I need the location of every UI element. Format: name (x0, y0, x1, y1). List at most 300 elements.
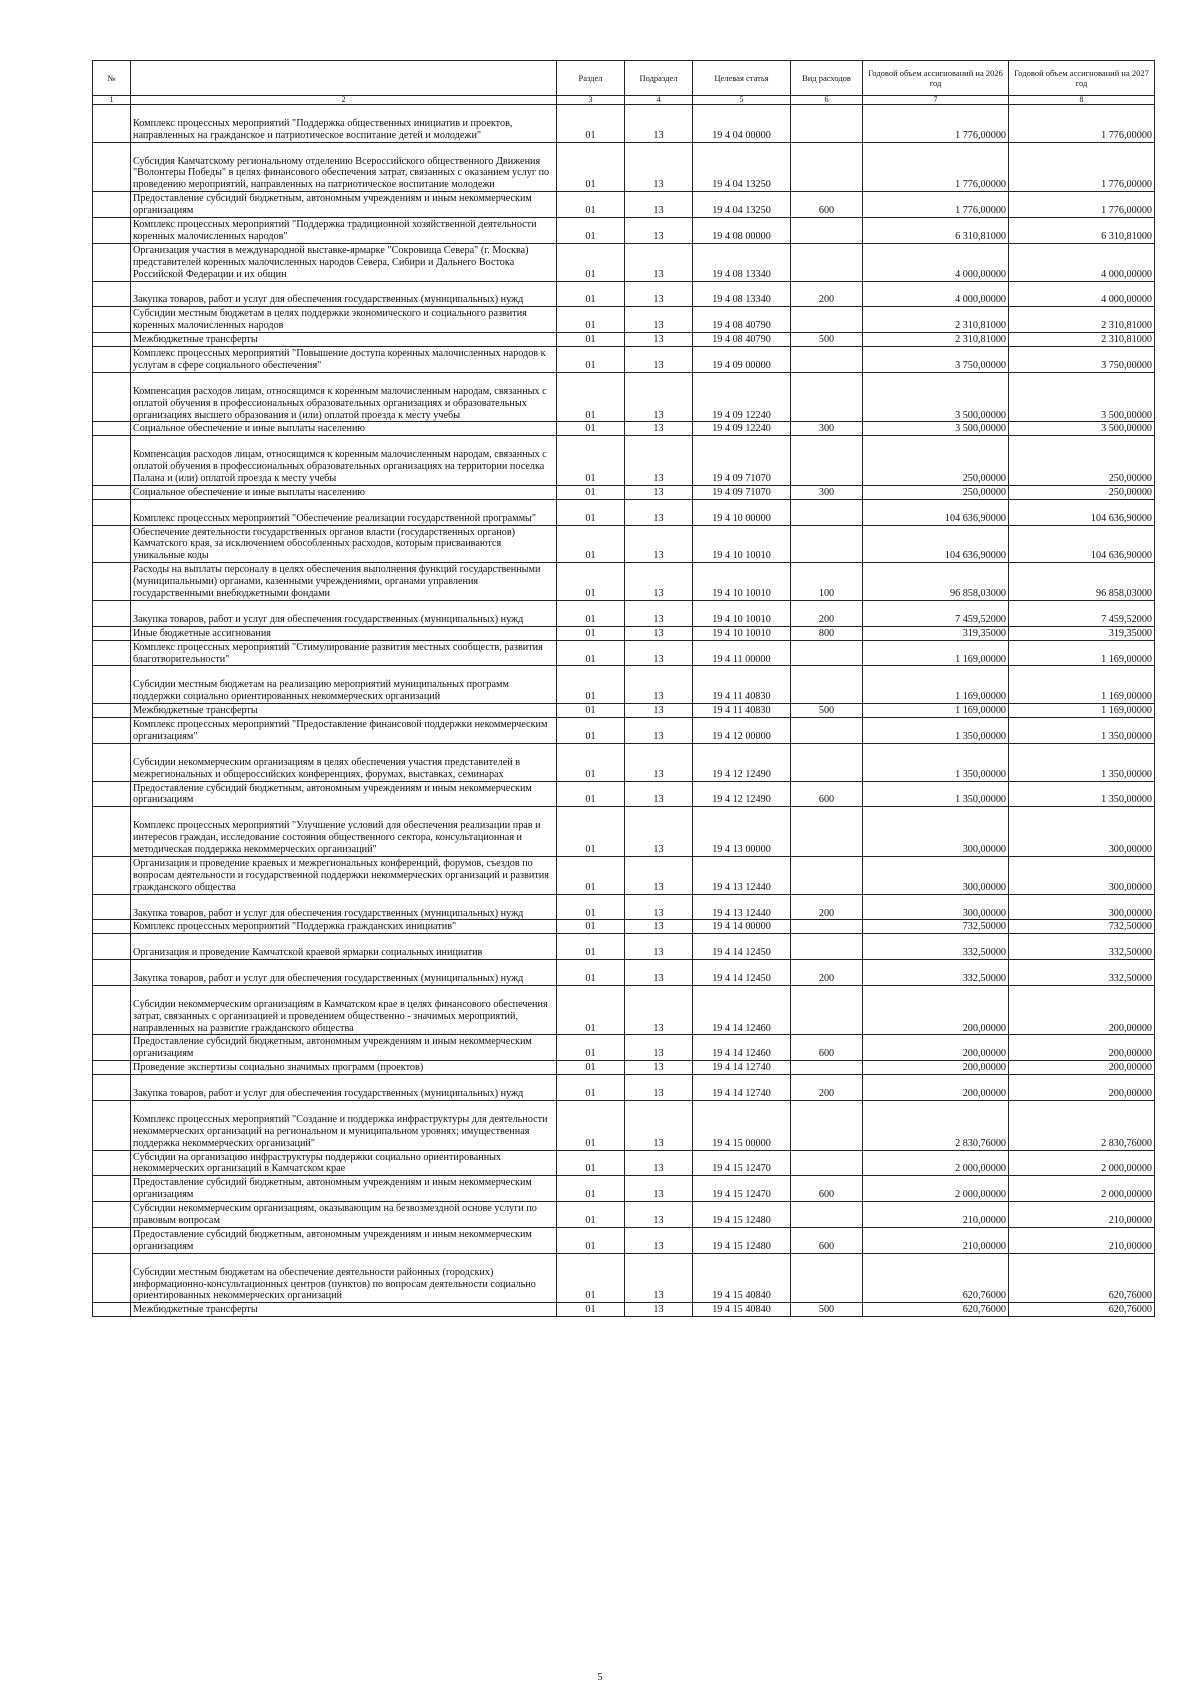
row-podrazdel-cell: 13 (625, 920, 693, 934)
row-razdel-cell: 01 (557, 192, 625, 218)
row-razdel-cell: 01 (557, 105, 625, 143)
row-number-cell (93, 485, 131, 499)
row-razdel-cell: 01 (557, 960, 625, 986)
row-podrazdel-cell: 13 (625, 856, 693, 894)
row-2027-cell: 1 776,00000 (1009, 105, 1155, 143)
row-2027-cell: 210,00000 (1009, 1202, 1155, 1228)
row-podrazdel-cell: 13 (625, 718, 693, 744)
row-podrazdel-cell: 13 (625, 307, 693, 333)
row-podrazdel-cell: 13 (625, 1150, 693, 1176)
row-number-cell (93, 920, 131, 934)
row-2027-cell: 3 750,00000 (1009, 347, 1155, 373)
index-cell: 1 (93, 96, 131, 105)
row-podrazdel-cell: 13 (625, 243, 693, 281)
table-row (93, 243, 1155, 281)
row-2026-cell: 104 636,90000 (863, 525, 1009, 563)
row-2027-cell: 2 000,00000 (1009, 1150, 1155, 1176)
row-target-cell: 19 4 14 12740 (693, 1075, 791, 1101)
row-kind-cell (791, 347, 863, 373)
row-razdel-cell: 01 (557, 640, 625, 666)
row-number-cell (93, 1035, 131, 1061)
row-2027-cell: 7 459,52000 (1009, 600, 1155, 626)
row-2027-cell: 1 776,00000 (1009, 142, 1155, 192)
row-kind-cell (791, 1253, 863, 1303)
row-name-cell: Расходы на выплаты персоналу в целях обеспечения выполнения функций государственными (муниципальными) органами, казенными учреждениями, органами управления государственными внебюджетными фондами (131, 563, 557, 601)
row-podrazdel-cell: 13 (625, 525, 693, 563)
row-razdel-cell: 01 (557, 1075, 625, 1101)
row-podrazdel-cell: 13 (625, 600, 693, 626)
index-cell: 4 (625, 96, 693, 105)
row-kind-cell: 200 (791, 1075, 863, 1101)
table-row (93, 436, 1155, 486)
index-cell: 6 (791, 96, 863, 105)
row-2026-cell: 1 350,00000 (863, 718, 1009, 744)
row-name-cell: Субсидия Камчатскому региональному отделению Всероссийского общественного Движения "Волонтеры Победы" в целях финансового обеспечения затрат, связанных с оказанием услуг по проведению мероприятий, направленных на патриотическое воспитание молодежи (131, 142, 557, 192)
row-2026-cell: 104 636,90000 (863, 499, 1009, 525)
row-number-cell (93, 743, 131, 781)
header-target: Целевая статья (693, 61, 791, 96)
row-razdel-cell: 01 (557, 436, 625, 486)
budget-table (92, 60, 1155, 1317)
row-name-cell: Обеспечение деятельности государственных органов власти (государственных органов) Камчатского края, за исключением обособленных расходов, которым присваиваются уникальные коды (131, 525, 557, 563)
row-number-cell (93, 856, 131, 894)
row-2027-cell: 300,00000 (1009, 856, 1155, 894)
header-2026: Годовой объем ассигнований на 2026 год (863, 61, 1009, 96)
row-podrazdel-cell: 13 (625, 704, 693, 718)
table-row (93, 525, 1155, 563)
row-name-cell: Комплекс процессных мероприятий "Предоставление финансовой поддержки некоммерческим организациям" (131, 718, 557, 744)
row-target-cell: 19 4 15 12480 (693, 1227, 791, 1253)
table-row (93, 1202, 1155, 1228)
row-2027-cell: 3 500,00000 (1009, 372, 1155, 422)
row-razdel-cell: 01 (557, 985, 625, 1035)
row-2026-cell: 1 350,00000 (863, 781, 1009, 807)
row-razdel-cell: 01 (557, 626, 625, 640)
header-podrazdel: Подраздел (625, 61, 693, 96)
row-name-cell: Организация и проведение краевых и межрегиональных конференций, форумов, съездов по вопросам деятельности и государственной поддержки некоммерческих организаций и развития гражданского общества (131, 856, 557, 894)
table-header (93, 61, 1155, 105)
row-target-cell: 19 4 15 00000 (693, 1100, 791, 1150)
row-2027-cell: 300,00000 (1009, 894, 1155, 920)
row-target-cell: 19 4 10 10010 (693, 563, 791, 601)
row-2026-cell: 1 169,00000 (863, 640, 1009, 666)
row-number-cell (93, 807, 131, 857)
row-2026-cell: 6 310,81000 (863, 218, 1009, 244)
row-target-cell: 19 4 13 12440 (693, 856, 791, 894)
row-razdel-cell: 01 (557, 347, 625, 373)
row-2027-cell: 104 636,90000 (1009, 499, 1155, 525)
row-2026-cell: 200,00000 (863, 1035, 1009, 1061)
row-target-cell: 19 4 04 13250 (693, 192, 791, 218)
row-number-cell (93, 626, 131, 640)
row-2027-cell: 1 350,00000 (1009, 781, 1155, 807)
row-2027-cell: 300,00000 (1009, 807, 1155, 857)
row-kind-cell: 600 (791, 1227, 863, 1253)
header-name (131, 61, 557, 96)
row-podrazdel-cell: 13 (625, 1035, 693, 1061)
row-podrazdel-cell: 13 (625, 422, 693, 436)
row-number-cell (93, 281, 131, 307)
row-2026-cell: 2 000,00000 (863, 1150, 1009, 1176)
row-target-cell: 19 4 14 12450 (693, 960, 791, 986)
row-target-cell: 19 4 04 00000 (693, 105, 791, 143)
row-kind-cell (791, 1100, 863, 1150)
row-razdel-cell: 01 (557, 485, 625, 499)
row-2026-cell: 1 776,00000 (863, 105, 1009, 143)
row-target-cell: 19 4 15 12480 (693, 1202, 791, 1228)
row-name-cell: Комплекс процессных мероприятий "Поддержка гражданских инициатив" (131, 920, 557, 934)
row-razdel-cell: 01 (557, 781, 625, 807)
row-podrazdel-cell: 13 (625, 985, 693, 1035)
row-number-cell (93, 499, 131, 525)
row-name-cell: Компенсация расходов лицам, относящимся к коренным малочисленным народам, связанных с оплатой обучения в профессиональных образовательных организациях на территории поселка Палана и (или) оплатой проезда к месту учебы (131, 436, 557, 486)
row-target-cell: 19 4 08 00000 (693, 218, 791, 244)
row-name-cell: Межбюджетные трансферты (131, 1303, 557, 1317)
row-podrazdel-cell: 13 (625, 499, 693, 525)
row-2026-cell: 1 776,00000 (863, 142, 1009, 192)
index-cell: 8 (1009, 96, 1155, 105)
row-podrazdel-cell: 13 (625, 192, 693, 218)
row-target-cell: 19 4 15 40840 (693, 1253, 791, 1303)
row-razdel-cell: 01 (557, 743, 625, 781)
row-kind-cell (791, 307, 863, 333)
row-2027-cell: 104 636,90000 (1009, 525, 1155, 563)
table-row (93, 1035, 1155, 1061)
row-number-cell (93, 1075, 131, 1101)
row-2026-cell: 200,00000 (863, 1075, 1009, 1101)
row-name-cell: Субсидии некоммерческим организациям в Камчатском крае в целях финансового обеспечения затрат, связанных с организацией и проведением общественно - значимых мероприятий, направленных на развитие гражданского общества (131, 985, 557, 1035)
row-podrazdel-cell: 13 (625, 894, 693, 920)
row-podrazdel-cell: 13 (625, 626, 693, 640)
row-2026-cell: 300,00000 (863, 807, 1009, 857)
row-number-cell (93, 1100, 131, 1150)
row-2027-cell: 4 000,00000 (1009, 281, 1155, 307)
row-kind-cell: 500 (791, 333, 863, 347)
row-name-cell: Закупка товаров, работ и услуг для обеспечения государственных (муниципальных) нужд (131, 281, 557, 307)
row-2027-cell: 620,76000 (1009, 1253, 1155, 1303)
row-name-cell: Проведение экспертизы социально значимых программ (проектов) (131, 1061, 557, 1075)
row-target-cell: 19 4 08 13340 (693, 281, 791, 307)
row-kind-cell (791, 525, 863, 563)
table-row (93, 1150, 1155, 1176)
row-target-cell: 19 4 09 71070 (693, 485, 791, 499)
row-number-cell (93, 347, 131, 373)
row-2027-cell: 620,76000 (1009, 1303, 1155, 1317)
table-row (93, 485, 1155, 499)
row-razdel-cell: 01 (557, 218, 625, 244)
row-kind-cell: 300 (791, 485, 863, 499)
row-name-cell: Предоставление субсидий бюджетным, автономным учреждениям и иным некоммерческим организациям (131, 1227, 557, 1253)
row-2026-cell: 300,00000 (863, 894, 1009, 920)
row-2026-cell: 250,00000 (863, 436, 1009, 486)
row-target-cell: 19 4 10 10010 (693, 600, 791, 626)
row-number-cell (93, 1061, 131, 1075)
row-podrazdel-cell: 13 (625, 1176, 693, 1202)
row-podrazdel-cell: 13 (625, 1303, 693, 1317)
row-number-cell (93, 192, 131, 218)
row-kind-cell: 600 (791, 1176, 863, 1202)
row-2026-cell: 2 830,76000 (863, 1100, 1009, 1150)
table-row (93, 281, 1155, 307)
row-podrazdel-cell: 13 (625, 1061, 693, 1075)
row-name-cell: Комплекс процессных мероприятий "Повышение доступа коренных малочисленных народов к услугам в сфере социального обеспечения" (131, 347, 557, 373)
row-name-cell: Закупка товаров, работ и услуг для обеспечения государственных (муниципальных) нужд (131, 1075, 557, 1101)
table-row (93, 563, 1155, 601)
row-name-cell: Субсидии местным бюджетам на реализацию мероприятий муниципальных программ поддержки социально ориентированных некоммерческих организаций (131, 666, 557, 704)
row-number-cell (93, 960, 131, 986)
row-razdel-cell: 01 (557, 894, 625, 920)
table-row (93, 920, 1155, 934)
row-target-cell: 19 4 14 00000 (693, 920, 791, 934)
row-kind-cell (791, 807, 863, 857)
row-razdel-cell: 01 (557, 563, 625, 601)
page-number: 5 (597, 1672, 603, 1683)
row-name-cell: Предоставление субсидий бюджетным, автономным учреждениям и иным некоммерческим организациям (131, 192, 557, 218)
row-target-cell: 19 4 08 40790 (693, 333, 791, 347)
row-2027-cell: 1 169,00000 (1009, 666, 1155, 704)
row-target-cell: 19 4 12 00000 (693, 718, 791, 744)
row-razdel-cell: 01 (557, 281, 625, 307)
row-podrazdel-cell: 13 (625, 485, 693, 499)
row-kind-cell: 300 (791, 422, 863, 436)
row-target-cell: 19 4 14 12460 (693, 985, 791, 1035)
row-kind-cell: 200 (791, 894, 863, 920)
row-kind-cell (791, 372, 863, 422)
row-number-cell (93, 718, 131, 744)
table-row (93, 960, 1155, 986)
row-name-cell: Комплекс процессных мероприятий "Поддержка традиционной хозяйственной деятельности коренных малочисленных народов" (131, 218, 557, 244)
row-2026-cell: 1 776,00000 (863, 192, 1009, 218)
row-kind-cell (791, 1202, 863, 1228)
row-2027-cell: 200,00000 (1009, 1061, 1155, 1075)
row-podrazdel-cell: 13 (625, 807, 693, 857)
row-name-cell: Субсидии местным бюджетам на обеспечение деятельности районных (городских) информационно-консультационных центров (пунктов) по вопросам деятельности социально ориентированных некоммерческих организаций (131, 1253, 557, 1303)
row-2026-cell: 1 169,00000 (863, 704, 1009, 718)
row-kind-cell (791, 436, 863, 486)
row-name-cell: Комплекс процессных мероприятий "Создание и поддержка инфраструктуры для деятельности некоммерческих организаций на региональном и муниципальном уровнях; имущественная поддержка некоммерческих организаций" (131, 1100, 557, 1150)
row-number-cell (93, 436, 131, 486)
row-podrazdel-cell: 13 (625, 1253, 693, 1303)
row-target-cell: 19 4 09 12240 (693, 372, 791, 422)
row-kind-cell (791, 1150, 863, 1176)
row-kind-cell (791, 243, 863, 281)
row-2026-cell: 3 500,00000 (863, 372, 1009, 422)
row-2027-cell: 332,50000 (1009, 960, 1155, 986)
row-podrazdel-cell: 13 (625, 333, 693, 347)
row-kind-cell (791, 934, 863, 960)
row-number-cell (93, 1253, 131, 1303)
row-2027-cell: 200,00000 (1009, 1035, 1155, 1061)
row-2027-cell: 1 350,00000 (1009, 743, 1155, 781)
row-name-cell: Межбюджетные трансферты (131, 333, 557, 347)
row-2026-cell: 250,00000 (863, 485, 1009, 499)
row-podrazdel-cell: 13 (625, 218, 693, 244)
row-2026-cell: 4 000,00000 (863, 281, 1009, 307)
row-razdel-cell: 01 (557, 243, 625, 281)
row-kind-cell: 600 (791, 1035, 863, 1061)
table-row (93, 422, 1155, 436)
row-target-cell: 19 4 13 00000 (693, 807, 791, 857)
row-target-cell: 19 4 10 10010 (693, 626, 791, 640)
row-2026-cell: 620,76000 (863, 1253, 1009, 1303)
row-podrazdel-cell: 13 (625, 436, 693, 486)
row-number-cell (93, 781, 131, 807)
row-target-cell: 19 4 12 12490 (693, 781, 791, 807)
row-number-cell (93, 105, 131, 143)
header-razdel: Раздел (557, 61, 625, 96)
row-name-cell: Комплекс процессных мероприятий "Улучшение условий для обеспечения реализации прав и интересов граждан, исследование состояния общественного сектора, консультационная и методическая поддержка некоммерческих организаций" (131, 807, 557, 857)
row-kind-cell (791, 499, 863, 525)
row-2026-cell: 319,35000 (863, 626, 1009, 640)
table-row (93, 347, 1155, 373)
row-razdel-cell: 01 (557, 920, 625, 934)
row-2027-cell: 332,50000 (1009, 934, 1155, 960)
row-2026-cell: 96 858,03000 (863, 563, 1009, 601)
row-kind-cell (791, 856, 863, 894)
row-name-cell: Комплекс процессных мероприятий "Стимулирование развития местных сообществ, развития благотворительности" (131, 640, 557, 666)
header-num: № (93, 61, 131, 96)
table-row (93, 666, 1155, 704)
table-row (93, 704, 1155, 718)
table-row (93, 856, 1155, 894)
row-target-cell: 19 4 14 12450 (693, 934, 791, 960)
row-target-cell: 19 4 15 12470 (693, 1176, 791, 1202)
row-name-cell: Межбюджетные трансферты (131, 704, 557, 718)
row-razdel-cell: 01 (557, 807, 625, 857)
row-kind-cell (791, 640, 863, 666)
row-razdel-cell: 01 (557, 666, 625, 704)
row-target-cell: 19 4 04 13250 (693, 142, 791, 192)
table-row (93, 1253, 1155, 1303)
row-2026-cell: 200,00000 (863, 1061, 1009, 1075)
row-2026-cell: 4 000,00000 (863, 243, 1009, 281)
row-podrazdel-cell: 13 (625, 347, 693, 373)
table-row (93, 1227, 1155, 1253)
row-target-cell: 19 4 15 40840 (693, 1303, 791, 1317)
table-row (93, 372, 1155, 422)
index-cell: 5 (693, 96, 791, 105)
row-number-cell (93, 640, 131, 666)
table-row (93, 499, 1155, 525)
row-name-cell: Субсидии местным бюджетам в целях поддержки экономического и социального развития коренных малочисленных народов (131, 307, 557, 333)
row-podrazdel-cell: 13 (625, 563, 693, 601)
row-2027-cell: 200,00000 (1009, 985, 1155, 1035)
row-2026-cell: 332,50000 (863, 934, 1009, 960)
row-target-cell: 19 4 09 71070 (693, 436, 791, 486)
row-target-cell: 19 4 08 13340 (693, 243, 791, 281)
table-row (93, 718, 1155, 744)
row-razdel-cell: 01 (557, 307, 625, 333)
row-target-cell: 19 4 14 12460 (693, 1035, 791, 1061)
row-name-cell: Организация участия в международной выставке-ярмарке "Сокровища Севера" (г. Москва) представителей коренных малочисленных народов Севера, Сибири и Дальнего Востока Российской Федерации и их общин (131, 243, 557, 281)
row-podrazdel-cell: 13 (625, 1227, 693, 1253)
table-row (93, 934, 1155, 960)
table-row (93, 1176, 1155, 1202)
row-2026-cell: 1 169,00000 (863, 666, 1009, 704)
row-2027-cell: 1 169,00000 (1009, 640, 1155, 666)
row-podrazdel-cell: 13 (625, 781, 693, 807)
table-row (93, 1075, 1155, 1101)
row-target-cell: 19 4 09 00000 (693, 347, 791, 373)
row-razdel-cell: 01 (557, 718, 625, 744)
row-razdel-cell: 01 (557, 1150, 625, 1176)
row-number-cell (93, 218, 131, 244)
table-row (93, 626, 1155, 640)
row-name-cell: Социальное обеспечение и иные выплаты населению (131, 422, 557, 436)
row-2027-cell: 96 858,03000 (1009, 563, 1155, 601)
row-2027-cell: 2 000,00000 (1009, 1176, 1155, 1202)
row-target-cell: 19 4 14 12740 (693, 1061, 791, 1075)
table-row (93, 1061, 1155, 1075)
row-2026-cell: 210,00000 (863, 1202, 1009, 1228)
row-razdel-cell: 01 (557, 1061, 625, 1075)
row-target-cell: 19 4 13 12440 (693, 894, 791, 920)
row-kind-cell (791, 666, 863, 704)
row-razdel-cell: 01 (557, 704, 625, 718)
row-podrazdel-cell: 13 (625, 743, 693, 781)
row-number-cell (93, 934, 131, 960)
budget-sheet (92, 60, 1154, 1317)
table-row (93, 142, 1155, 192)
row-name-cell: Иные бюджетные ассигнования (131, 626, 557, 640)
row-2027-cell: 250,00000 (1009, 436, 1155, 486)
row-2027-cell: 210,00000 (1009, 1227, 1155, 1253)
row-2026-cell: 2 000,00000 (863, 1176, 1009, 1202)
row-target-cell: 19 4 15 12470 (693, 1150, 791, 1176)
row-number-cell (93, 1303, 131, 1317)
row-podrazdel-cell: 13 (625, 1075, 693, 1101)
index-cell: 3 (557, 96, 625, 105)
row-2026-cell: 210,00000 (863, 1227, 1009, 1253)
row-kind-cell (791, 743, 863, 781)
row-name-cell: Субсидии некоммерческим организациям, оказывающим на безвозмездной основе услуги по правовым вопросам (131, 1202, 557, 1228)
row-2027-cell: 1 776,00000 (1009, 192, 1155, 218)
row-kind-cell: 600 (791, 192, 863, 218)
row-2027-cell: 1 169,00000 (1009, 704, 1155, 718)
row-name-cell: Комплекс процессных мероприятий "Поддержка общественных инициатив и проектов, направленных на гражданское и патриотическое воспитание детей и молодежи" (131, 105, 557, 143)
table-body (93, 105, 1155, 1317)
row-name-cell: Предоставление субсидий бюджетным, автономным учреждениям и иным некоммерческим организациям (131, 1035, 557, 1061)
row-2026-cell: 3 500,00000 (863, 422, 1009, 436)
table-row (93, 105, 1155, 143)
row-kind-cell: 100 (791, 563, 863, 601)
table-row (93, 985, 1155, 1035)
row-2027-cell: 3 500,00000 (1009, 422, 1155, 436)
row-number-cell (93, 1176, 131, 1202)
row-kind-cell (791, 718, 863, 744)
row-razdel-cell: 01 (557, 856, 625, 894)
row-number-cell (93, 704, 131, 718)
row-razdel-cell: 01 (557, 600, 625, 626)
row-kind-cell: 600 (791, 781, 863, 807)
row-podrazdel-cell: 13 (625, 960, 693, 986)
row-number-cell (93, 666, 131, 704)
row-kind-cell (791, 985, 863, 1035)
row-kind-cell: 200 (791, 960, 863, 986)
table-row (93, 218, 1155, 244)
row-kind-cell (791, 105, 863, 143)
row-razdel-cell: 01 (557, 1303, 625, 1317)
row-target-cell: 19 4 08 40790 (693, 307, 791, 333)
row-2027-cell: 4 000,00000 (1009, 243, 1155, 281)
row-razdel-cell: 01 (557, 422, 625, 436)
table-row (93, 1303, 1155, 1317)
column-index-row (93, 96, 1155, 105)
row-number-cell (93, 894, 131, 920)
row-2027-cell: 2 310,81000 (1009, 333, 1155, 347)
table-row (93, 600, 1155, 626)
row-kind-cell: 200 (791, 281, 863, 307)
